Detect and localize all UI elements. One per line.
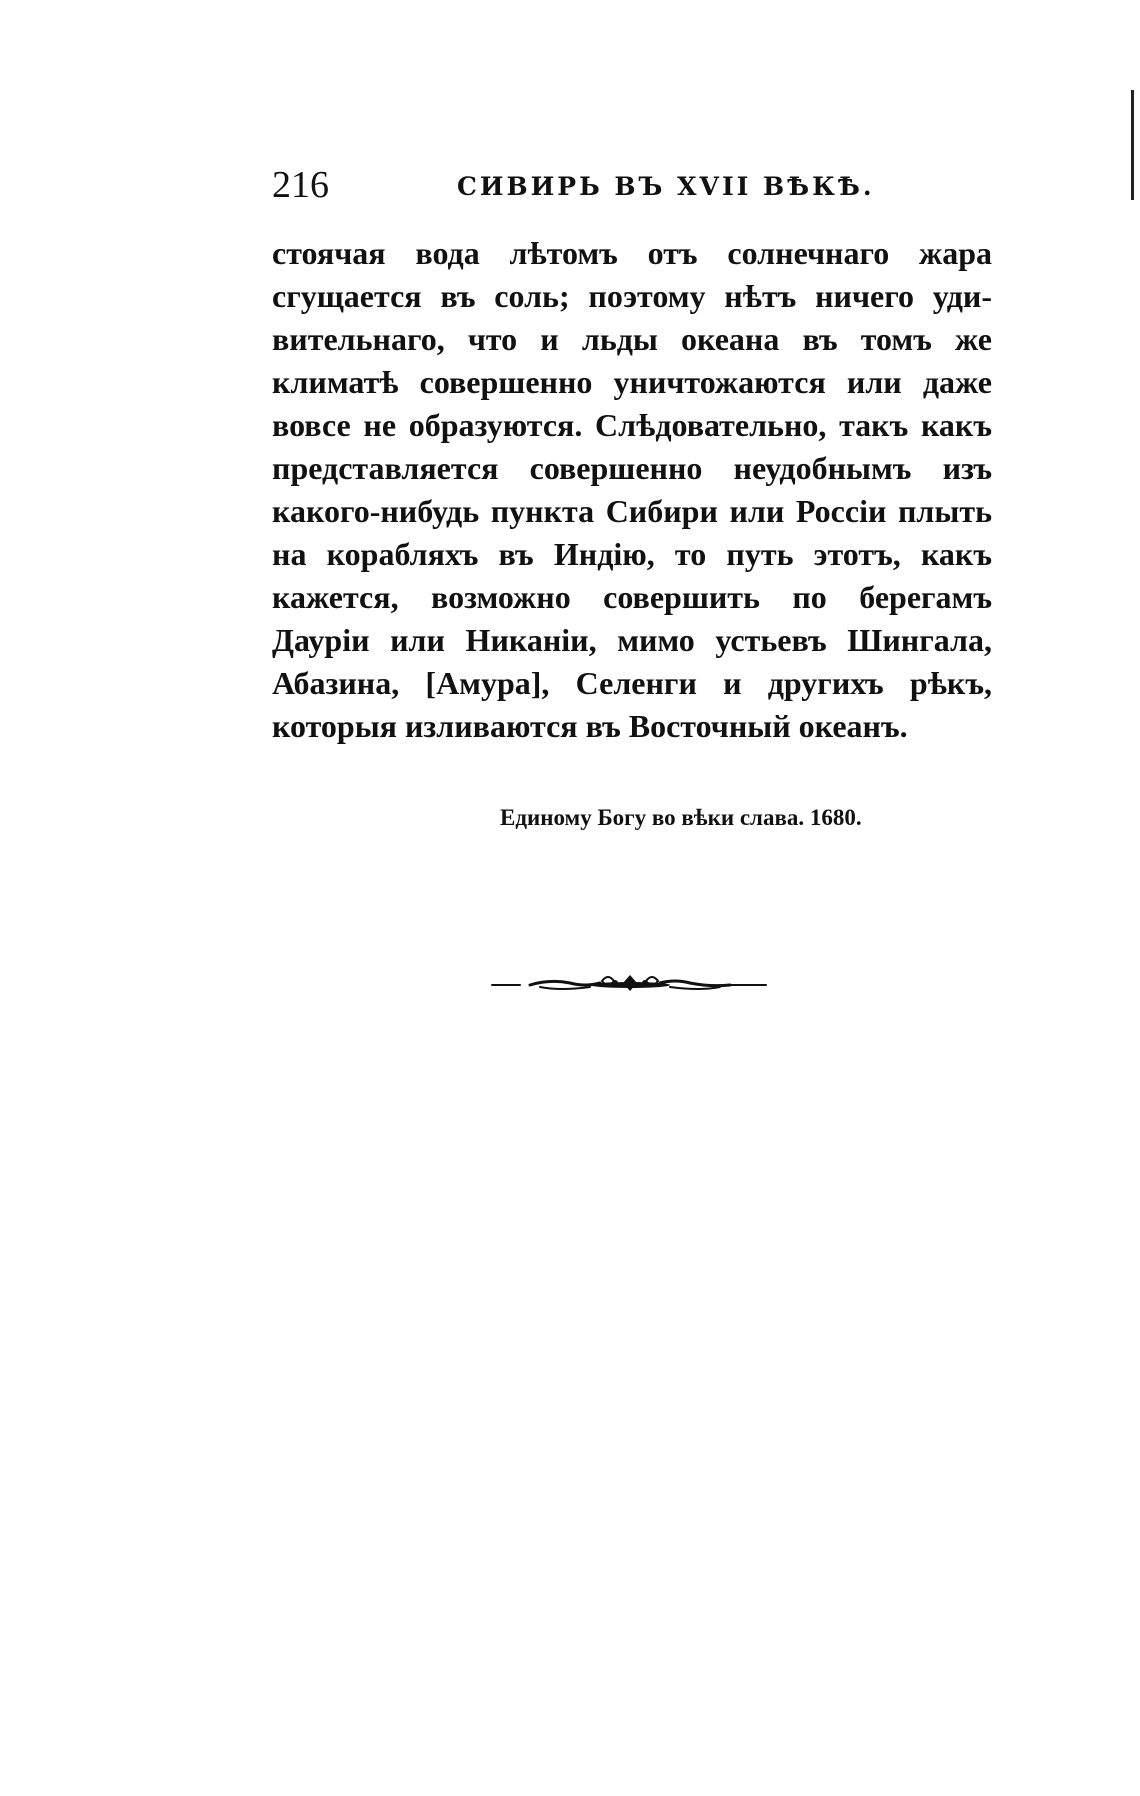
page-number: 216: [272, 164, 329, 206]
running-head: [272, 160, 992, 210]
text-line: стоячая вода лѣтомъ отъ солнечнаго жара: [272, 235, 992, 271]
text-line: вовсе не образуются. Слѣдовательно, такъ какъ: [272, 407, 992, 443]
running-title: СИВИРЬ ВЪ XVII ВѢКѢ.: [457, 172, 875, 201]
text-line: какого-нибудь пункта Сибири или Россіи плыть: [272, 493, 992, 529]
text-line: Абазина, [Амура], Селенги и другихъ рѣкъ,: [272, 665, 992, 701]
body-text: [272, 232, 992, 748]
text-line: которыя изливаются въ Восточный океанъ.: [272, 708, 908, 744]
text-line: сгущается въ соль; поэтому нѣтъ ничего уди-: [272, 278, 992, 314]
tailpiece-ornament-icon: [490, 965, 770, 1005]
text-line: представляется совершенно неудобнымъ изъ: [272, 450, 992, 486]
page-edge-mark: [1131, 90, 1134, 200]
colophon: Единому Богу во вѣки слава. 1680.: [500, 805, 862, 830]
text-line: на корабляхъ въ Индію, то путь этотъ, какъ: [272, 536, 992, 572]
text-line: климатѣ совершенно уничтожаются или даже: [272, 364, 992, 400]
text-line: кажется, возможно совершить по берегамъ: [272, 579, 992, 615]
text-line: вительнаго, что и льды океана въ томъ же: [272, 321, 992, 357]
text-line: Дауріи или Никаніи, мимо устьевъ Шингала,: [272, 622, 992, 658]
